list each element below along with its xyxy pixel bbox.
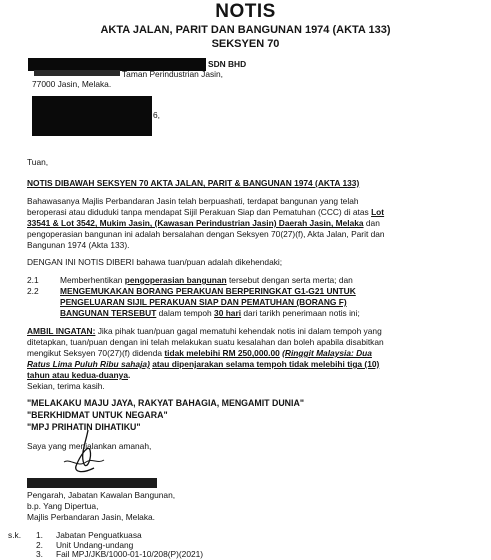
item-1-rest: tersebut dengan serta merta; dan	[228, 275, 353, 285]
item-2-rest: dari tarikh penerimaan notis ini;	[243, 308, 360, 318]
slogan-1: "MELAKAKU MAJU JAYA, RAKYAT BAHAGIA, MENGAMIT DUNIA"	[27, 398, 304, 408]
cc-item-3-text: Fail MPJ/JKB/1000-01-10/208(P)(2021)	[56, 549, 204, 559]
warning-both: tahun atau kedua-duanya	[27, 370, 128, 380]
salutation: Tuan,	[27, 157, 49, 167]
cc-item-1-num: 1.	[36, 530, 43, 540]
warning-fine-intro: mengikut Seksyen 70(27)(f) didenda	[27, 348, 163, 358]
redaction-block	[32, 96, 152, 136]
redaction-signatory-name	[27, 478, 157, 488]
signoff-position: Pengarah, Jabatan Kawalan Bangunan,	[27, 490, 176, 500]
warning-prison: atau dipenjarakan selama tempoh tidak melebihi tiga (10)	[152, 359, 380, 369]
cc-item-3-num: 3.	[36, 549, 43, 559]
act-title: AKTA JALAN, PARIT DAN BANGUNAN 1974 (AKTA 133)	[100, 24, 391, 36]
signoff-bp: b.p. Yang Dipertua,	[27, 501, 99, 511]
warning-line-3	[27, 348, 372, 359]
item-2-number: 2.2	[27, 286, 39, 296]
cc-item-2-num: 2.	[36, 540, 43, 550]
slogan-3: "MPJ PRIHATIN DIHATIKU"	[27, 422, 141, 432]
para-2: DENGAN INI NOTIS DIBERI bahawa tuan/puan adalah dikehendaki;	[27, 257, 283, 267]
lot-number-start: Lot	[371, 207, 385, 217]
signoff-council: Majlis Perbandaran Jasin, Melaka.	[27, 512, 156, 522]
warning-period: .	[127, 370, 131, 380]
warning-text-1: Jika pihak tuan/puan gagal mematuhi kehendak notis ini dalam tempoh yang	[97, 326, 382, 336]
slogan-2: "BERKHIDMAT UNTUK NEGARA"	[27, 410, 168, 420]
cc-item-2-text: Unit Undang-undang	[56, 540, 134, 550]
redaction-address-strip	[34, 70, 120, 76]
para-1-line-3-end: dan	[365, 218, 380, 228]
item-1-emphasis: pengoperasian bangunan	[124, 275, 227, 285]
para-1-line-5: Bangunan 1974 (Akta 133).	[27, 240, 130, 250]
warning-line-5	[27, 370, 130, 381]
item-2-line-1: MENGEMUKAKAN BORANG PERAKUAN BERPERINGKAT G1-G21 UNTUK	[60, 286, 356, 296]
warning-fine-words-1: (Ringgit Malaysia: Dua	[282, 348, 372, 358]
item-2-within: dalam tempoh	[158, 308, 212, 318]
item-2-line-2: PENGELUARAN SIJIL PERAKUAN SIAP DAN PEMATUHAN (BORANG F)	[60, 297, 347, 307]
signoff-line: Saya yang menjalankan amanah,	[27, 441, 152, 451]
notice-title: NOTIS	[215, 1, 276, 22]
warning-line-2: ditetapkan, tuan/puan dengan ini telah melakukan suatu kesalahan dan boleh apabila disabitkan	[27, 337, 384, 347]
warning-label: AMBIL INGATAN:	[27, 326, 96, 336]
para-1-line-4: pengoperasian bangunan ini adalah bersalahan dengan Seksyen 70(27)(f), Akta Jalan, Parit dan	[27, 229, 385, 239]
para-1-line-3	[27, 218, 380, 229]
para-1-line-1: Bahawasanya Majlis Perbandaran Jasin telah berpuashati, terdapat bangunan yang telah	[27, 196, 359, 206]
cc-item-1-text: Jabatan Penguatkuasa	[56, 530, 142, 540]
warning-fine-words-2: Ratus Lima Puluh Ribu sahaja)	[27, 359, 150, 369]
item-2-days: 30 hari	[214, 308, 242, 318]
lot-location: 33541 & Lot 3542, Mukim Jasin, (Kawasan Perindustrian Jasin) Daerah Jasin, Melaka	[27, 218, 364, 228]
item-2-line-3	[60, 308, 360, 319]
section-title: SEKSYEN 70	[211, 38, 280, 50]
warning-line-1	[27, 326, 382, 337]
item-2-building: BANGUNAN TERSEBUT	[60, 308, 157, 318]
item-1-verb: Memberhentikan	[60, 275, 123, 285]
item-1-number: 2.1	[27, 275, 39, 285]
warning-fine-amount: tidak melebihi RM 250,000.00	[164, 348, 280, 358]
address-fragment: 6,	[153, 110, 160, 120]
warning-line-4	[27, 359, 379, 370]
closing-thanks: Sekian, terima kasih.	[27, 381, 105, 391]
item-1-text	[60, 275, 353, 286]
notice-subject: NOTIS DIBAWAH SEKSYEN 70 AKTA JALAN, PARIT & BANGUNAN 1974 (AKTA 133)	[27, 178, 360, 188]
address-line-1: Taman Perindustrian Jasin,	[122, 69, 224, 79]
address-line-2: 77000 Jasin, Melaka.	[32, 79, 112, 89]
para-1-line-2	[27, 207, 384, 218]
para-1-line-2-text: beroperasi atau diduduki tanpa mendapat Sijil Perakuan Siap dan Pematuhan (CCC) di atas	[27, 207, 369, 217]
company-suffix: SDN BHD	[208, 59, 247, 69]
cc-label: s.k.	[8, 530, 22, 540]
